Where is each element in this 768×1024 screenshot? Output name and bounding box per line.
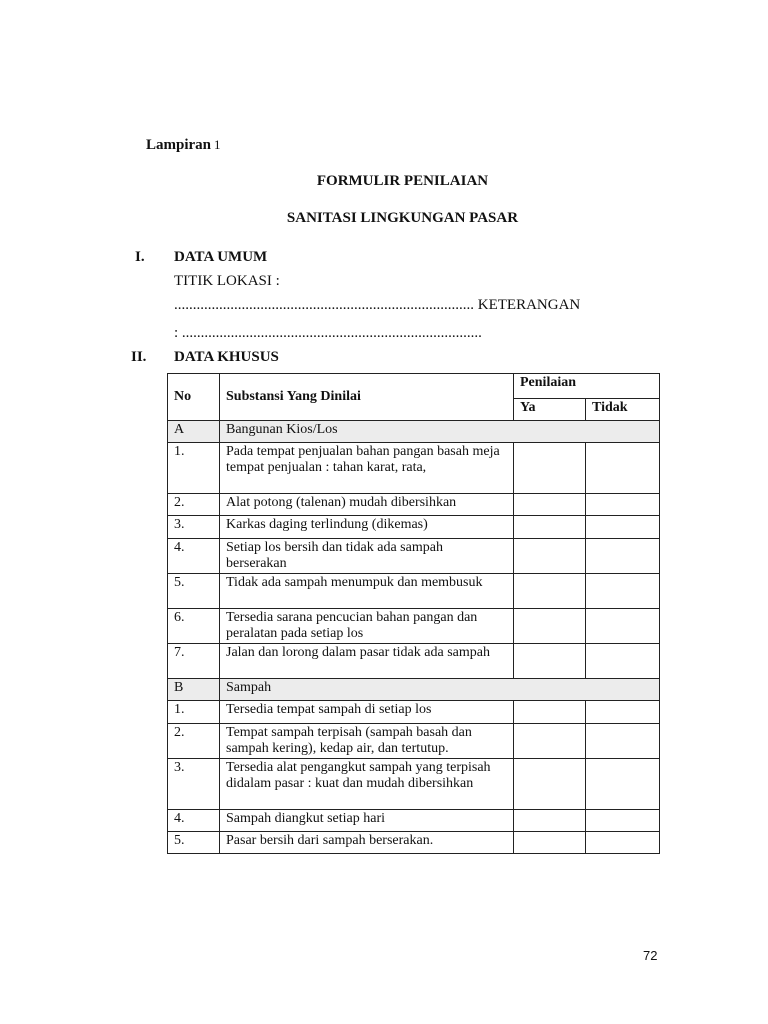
row-text: Jalan dan lorong dalam pasar tidak ada sampah <box>220 644 514 679</box>
row-number: 3. <box>168 759 220 810</box>
keterangan-dots-line: : ................................................................................ <box>174 325 482 341</box>
group-row-a <box>168 421 660 443</box>
lampiran-label <box>146 137 221 154</box>
form-subtitle: SANITASI LINGKUNGAN PASAR <box>286 210 519 226</box>
row-text: Pasar bersih dari sampah berserakan. <box>220 832 514 854</box>
row-text: Karkas daging terlindung (dikemas) <box>220 516 514 539</box>
ya-cell[interactable] <box>514 574 586 609</box>
group-label: Sampah <box>220 679 660 701</box>
tidak-cell[interactable] <box>586 539 660 574</box>
page-number: 72 <box>643 948 658 963</box>
row-text: Tidak ada sampah menumpuk dan membusuk <box>220 574 514 609</box>
assessment-table <box>167 373 660 854</box>
group-code: B <box>168 679 220 701</box>
table-row <box>168 701 660 724</box>
tidak-cell[interactable] <box>586 832 660 854</box>
tidak-cell[interactable] <box>586 810 660 832</box>
row-text: Setiap los bersih dan tidak ada sampah berserakan <box>220 539 514 574</box>
tidak-cell[interactable] <box>586 494 660 516</box>
row-number: 6. <box>168 609 220 644</box>
header-no: No <box>168 374 220 421</box>
tidak-cell[interactable] <box>586 443 660 494</box>
group-code: A <box>168 421 220 443</box>
section1-title: DATA UMUM <box>174 249 268 265</box>
lampiran-text: Lampiran <box>146 137 212 153</box>
row-number: 2. <box>168 494 220 516</box>
ya-cell[interactable] <box>514 759 586 810</box>
section2-number: II. <box>131 349 147 365</box>
section2-title: DATA KHUSUS <box>174 349 279 365</box>
row-text: Tersedia alat pengangkut sampah yang terpisah didalam pasar : kuat dan mudah dibersihkan <box>220 759 514 810</box>
ya-cell[interactable] <box>514 609 586 644</box>
section1-number: I. <box>135 249 145 265</box>
header-ya: Ya <box>514 399 586 421</box>
row-text: Tempat sampah terpisah (sampah basah dan sampah kering), kedap air, dan tertutup. <box>220 724 514 759</box>
ya-cell[interactable] <box>514 644 586 679</box>
table-row <box>168 539 660 574</box>
table-row <box>168 644 660 679</box>
row-number: 5. <box>168 574 220 609</box>
keterangan-line: ................................................................................ KETERANGAN <box>174 297 581 313</box>
row-number: 4. <box>168 810 220 832</box>
tidak-cell[interactable] <box>586 724 660 759</box>
row-number: 5. <box>168 832 220 854</box>
tidak-cell[interactable] <box>586 644 660 679</box>
ya-cell[interactable] <box>514 539 586 574</box>
table-row <box>168 759 660 810</box>
ya-cell[interactable] <box>514 443 586 494</box>
row-text: Sampah diangkut setiap hari <box>220 810 514 832</box>
table-row <box>168 443 660 494</box>
tidak-cell[interactable] <box>586 574 660 609</box>
ya-cell[interactable] <box>514 724 586 759</box>
row-number: 3. <box>168 516 220 539</box>
tidak-cell[interactable] <box>586 609 660 644</box>
lampiran-number: 1 <box>214 137 221 152</box>
ya-cell[interactable] <box>514 516 586 539</box>
table-row <box>168 810 660 832</box>
header-penilaian: Penilaian <box>514 374 660 399</box>
row-number: 2. <box>168 724 220 759</box>
header-substansi: Substansi Yang Dinilai <box>220 374 514 421</box>
row-number: 1. <box>168 443 220 494</box>
ya-cell[interactable] <box>514 810 586 832</box>
table-row <box>168 574 660 609</box>
table-row <box>168 494 660 516</box>
header-tidak: Tidak <box>586 399 660 421</box>
tidak-cell[interactable] <box>586 759 660 810</box>
titik-lokasi-line: TITIK LOKASI : <box>174 273 280 289</box>
table-row <box>168 516 660 539</box>
tidak-cell[interactable] <box>586 701 660 724</box>
ya-cell[interactable] <box>514 701 586 724</box>
table-row <box>168 609 660 644</box>
table-row <box>168 832 660 854</box>
row-text: Tersedia sarana pencucian bahan pangan dan peralatan pada setiap los <box>220 609 514 644</box>
row-number: 4. <box>168 539 220 574</box>
tidak-cell[interactable] <box>586 516 660 539</box>
row-number: 1. <box>168 701 220 724</box>
form-title: FORMULIR PENILAIAN <box>316 173 489 189</box>
table-row <box>168 724 660 759</box>
group-label: Bangunan Kios/Los <box>220 421 660 443</box>
row-text: Tersedia tempat sampah di setiap los <box>220 701 514 724</box>
row-text: Alat potong (talenan) mudah dibersihkan <box>220 494 514 516</box>
row-text: Pada tempat penjualan bahan pangan basah meja tempat penjualan : tahan karat, rata, <box>220 443 514 494</box>
group-row-b <box>168 679 660 701</box>
ya-cell[interactable] <box>514 494 586 516</box>
row-number: 7. <box>168 644 220 679</box>
ya-cell[interactable] <box>514 832 586 854</box>
